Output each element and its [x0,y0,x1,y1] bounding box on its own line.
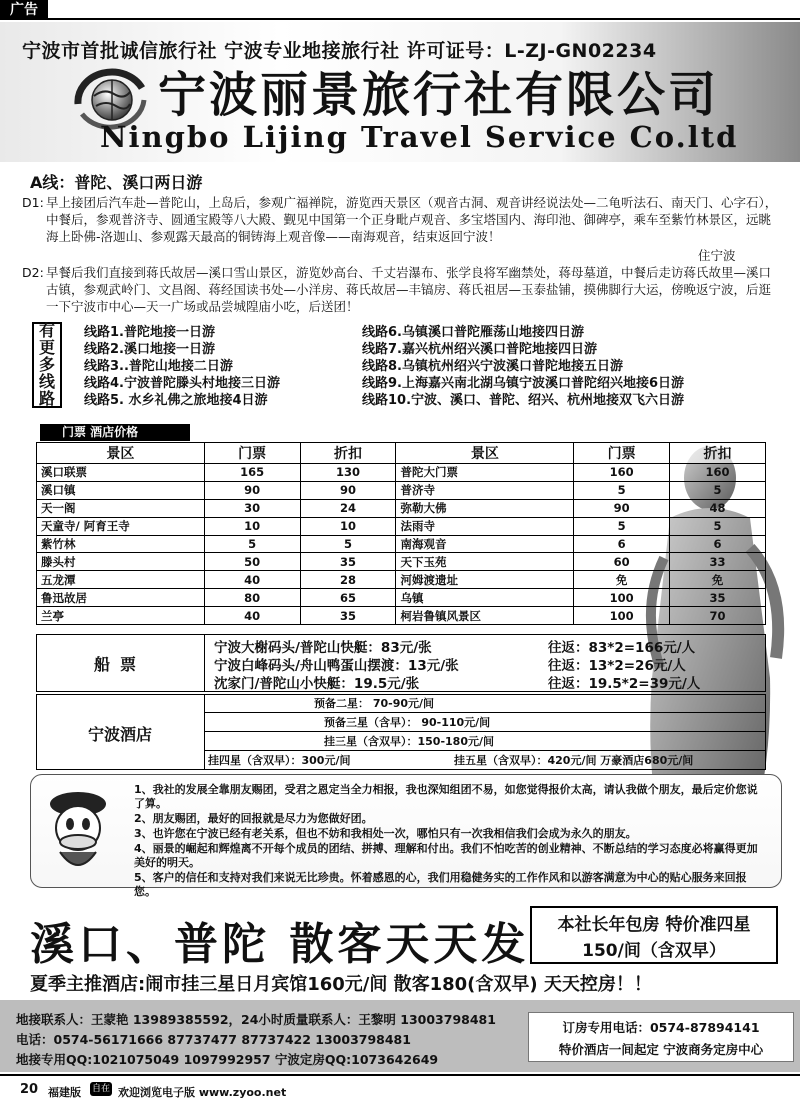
license-line: 宁波市首批诚信旅行社 宁波专业地接旅行社 许可证号：L-ZJ-GN02234 [22,40,657,62]
day1-label: D1: [22,195,44,210]
page-number: 20 [20,1082,39,1097]
footer-url-text: 欢迎浏览电子版 www.zyoo.net [118,1086,287,1099]
table-header-row [37,443,766,464]
routes-list-left [84,324,280,409]
cell: 免 [574,571,670,589]
note-item: 4、丽景的崛起和辉煌离不开每个成员的团结、拼搏、理解和付出。我们不怕吃苦的创业精神、不断总结的学习态度必将赢得更加美好的明天。 [134,842,758,869]
cell: 80 [204,589,300,607]
more-routes-char: 多 [38,355,55,374]
cell: 天下玉苑 [396,553,574,571]
table-row [37,535,766,553]
cell: 柯岩鲁镇风景区 [396,607,574,625]
table-row [37,464,766,482]
magazine-logo-icon: 自在 [91,1084,110,1094]
cell: 30 [204,499,300,517]
col-header: 门票 [574,443,670,464]
ship-divider [204,634,205,692]
table-row [37,481,766,499]
cell: 5 [300,535,396,553]
col-header: 景区 [396,443,574,464]
note-item: 1、我社的发展全靠朋友赐团，受君之恩定当全力相报，我也深知组团不易，如您觉得报价太高，请认我做个朋友，最后定价您说了算。 [134,783,758,810]
top-rule [0,18,800,20]
col-header: 折扣 [670,443,766,464]
hotel-price: 挂三星（含双早）：150-180元/间 [324,735,495,748]
cell: 南海观音 [396,535,574,553]
hotel-row [204,751,766,770]
cell: 90 [300,481,396,499]
route-item: 线路10.宁波、溪口、普陀、绍兴、杭州地接双飞六日游 [362,393,685,408]
table-row [37,499,766,517]
cell: 5 [670,481,766,499]
hotel-row [204,732,766,751]
route-item: 线路9.上海嘉兴南北湖乌镇宁波溪口普陀绍兴地接6日游 [362,376,685,391]
cell: 60 [574,553,670,571]
route-item: 线路4.宁波普陀滕头村地接三日游 [84,376,280,391]
route-item: 线路5. 水乡礼佛之旅地接4日游 [84,393,268,408]
more-routes-char: 更 [38,338,55,357]
day2-text: 早餐后我们直接到蒋氏故居—溪口雪山景区，游览妙高台、千丈岩瀑布、张学良将军幽禁处，蒋母墓道，中餐后走访蒋氏故里—溪口古镇，参观武岭门、文昌阁、蒋经国读书处—小洋房、蒋氏故居—丰镐房、蒋氏祖居—玉泰盐铺，摸佛脚行大运，傍晚返宁波，后逛一下宁波市中心—天一广场或品尝城隍庙小吃，后送团！ [46,265,772,314]
hotel-price: 挂四星（含双早）：300元/间 [208,754,351,767]
contact-line: 地接联系人：王蒙艳 13989385592，24小时质量联系人：王黎明 13003798481 [16,1012,496,1027]
hotel-price: 预备二星： 70-90元/间 [314,697,435,710]
cell: 鲁迅故居 [37,589,205,607]
more-routes-char: 路 [38,389,55,408]
booking-phone: 订房专用电话：0574-87894141 [562,1020,760,1035]
notes-list [134,783,764,900]
route-item: 线路2.溪口地接一日游 [84,342,215,357]
ship-ticket-label: 船票 [93,655,146,674]
cell: 35 [300,553,396,571]
more-routes-char: 线 [38,372,55,391]
route-item: 线路3..普陀山地接二日游 [84,359,233,374]
cell: 40 [204,607,300,625]
cell: 10 [300,517,396,535]
booking-note: 特价酒店一间起定 宁波商务定房中心 [558,1042,764,1057]
cell: 70 [670,607,766,625]
cell: 28 [300,571,396,589]
day2-itinerary [22,264,782,315]
cell: 普陀大门票 [396,464,574,482]
contact-line: 电话：0574-56171666 87737477 87737422 13003798481 [16,1032,411,1047]
cell: 6 [670,535,766,553]
cell: 天一阁 [37,499,205,517]
ship-route: 沈家门/普陀山小快艇：19.5元/张 [214,676,420,692]
cell: 100 [574,589,670,607]
cell: 滕头村 [37,553,205,571]
cell: 90 [574,499,670,517]
day1-itinerary [22,194,782,266]
promo-line: 150/间（含双早） [582,941,726,961]
route-item: 线路8.乌镇杭州绍兴宁波溪口普陀地接五日游 [362,359,623,374]
cell: 法雨寺 [396,517,574,535]
cell: 弥勒大佛 [396,499,574,517]
ship-route: 宁波大榭码头/普陀山快艇：83元/张 [214,640,432,656]
table-row [37,571,766,589]
note-item: 5、客户的信任和支持对我们来说无比珍贵。怀着感恩的心，我们用稳健务实的工作作风和以游客满意为中心的贴心服务来回报您。 [134,871,747,898]
hotel-price: 挂五星（含双早）：420元/间 万豪酒店680元/间 [454,754,694,767]
route-item: 线路7.嘉兴杭州绍兴溪口普陀地接四日游 [362,342,597,357]
cell: 90 [204,481,300,499]
table-row [37,607,766,625]
cell: 33 [670,553,766,571]
routes-list-right [362,324,684,409]
cell: 10 [204,517,300,535]
company-name-en: Ningbo Lijing Travel Service Co.ltd [100,120,739,154]
price-section-title: 门票 酒店价格 [40,424,190,441]
cell: 35 [670,589,766,607]
cell: 5 [204,535,300,553]
route-item: 线路1.普陀地接一日游 [84,325,215,340]
cell: 兰亭 [37,607,205,625]
more-routes-char: 有 [38,321,55,340]
day1-lodging: 住宁波 [698,248,736,263]
cell: 河姆渡遗址 [396,571,574,589]
cell: 溪口联票 [37,464,205,482]
cell: 5 [574,517,670,535]
cell: 6 [574,535,670,553]
contact-line: 地接专用QQ:1021075049 1097992957 宁波定房QQ:1073642649 [16,1052,439,1067]
cell: 免 [670,571,766,589]
cell: 5 [670,517,766,535]
table-row [37,517,766,535]
cell: 100 [574,607,670,625]
slogan: 溪口、普陀 散客天天发 [30,919,530,970]
ad-tag: 广告 [0,0,48,20]
col-header: 折扣 [300,443,396,464]
cell: 5 [574,481,670,499]
table-row [37,589,766,607]
cell: 130 [300,464,396,482]
cell: 165 [204,464,300,482]
bottom-rule [0,1074,800,1076]
cell: 天童寺/ 阿育王寺 [37,517,205,535]
more-routes-label [33,322,61,407]
cell: 160 [574,464,670,482]
hotel-row [204,694,766,713]
cell: 五龙潭 [37,571,205,589]
cell: 24 [300,499,396,517]
edition-label: 福建版 [48,1086,81,1099]
hotel-row [204,713,766,732]
hotel-price: 预备三星（含早）： 90-110元/间 [324,716,491,729]
ship-round-trip: 往返：19.5*2=39元/人 [548,676,701,692]
ship-route: 宁波白峰码头/舟山鸭蛋山摆渡：13元/张 [214,658,459,674]
note-item: 3、也许您在宁波已经有老关系，但也不妨和我相处一次，哪怕只有一次我相信我们会成为永久的朋友。 [134,827,637,840]
cell: 普济寺 [396,481,574,499]
day2-label: D2: [22,265,44,280]
promo-line: 本社长年包房 特价准四星 [557,915,751,935]
col-header: 景区 [37,443,205,464]
cell: 紫竹林 [37,535,205,553]
ship-round-trip: 往返：83*2=166元/人 [548,640,696,656]
cartoon-duck-icon [38,782,118,882]
cell: 乌镇 [396,589,574,607]
col-header: 门票 [204,443,300,464]
summer-hotel-line: 夏季主推酒店:闹市挂三星日月宾馆160元/间 散客180(含双早) 天天控房！！ [30,974,652,995]
cell: 溪口镇 [37,481,205,499]
ship-round-trip: 往返：13*2=26元/人 [548,658,686,674]
cell: 48 [670,499,766,517]
route-a-title: A线：普陀、溪口两日游 [30,173,203,192]
route-item: 线路6.乌镇溪口普陀雁荡山地接四日游 [362,325,584,340]
table-row [37,553,766,571]
cell: 160 [670,464,766,482]
note-item: 2、朋友赐团，最好的回报就是尽力为您做好团。 [134,812,373,825]
hotel-label: 宁波酒店 [87,725,152,744]
company-name-cn: 宁波丽景旅行社有限公司 [158,67,720,123]
cell: 35 [300,607,396,625]
ticket-price-table [36,442,766,625]
day1-text: 早上接团后汽车赴—普陀山，上岛后，参观广福禅院，游览西天景区（观音古洞、观音讲经说法处—二龟听法石、南天门、心字石），中餐后，参观普济寺、圆通宝殿等八大殿、觐见中国第一个正身毗卢观音、多宝塔国内、海印池、御碑亭，乘车至紫竹林景区，远眺海上卧佛-洛迦山、参观露天最高的铜铸海上观音像——南海观音，结束返回宁波！ [46,195,778,244]
cell: 40 [204,571,300,589]
cell: 65 [300,589,396,607]
cell: 50 [204,553,300,571]
